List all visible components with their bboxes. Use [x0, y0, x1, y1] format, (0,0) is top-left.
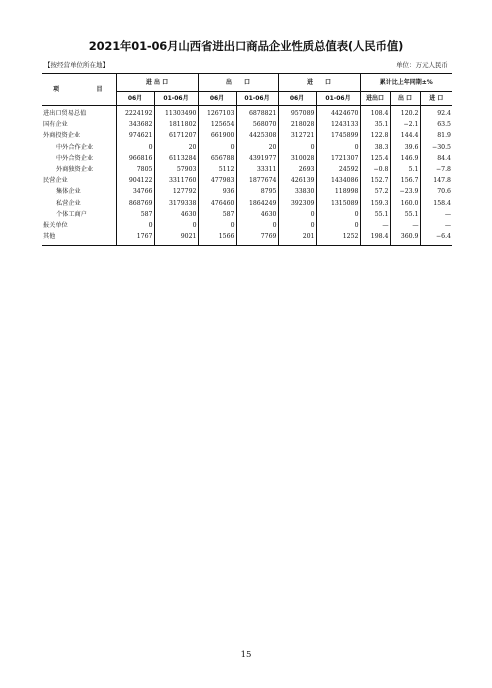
- table-cell: −30.5: [420, 142, 452, 153]
- table-cell: 118998: [316, 186, 360, 197]
- table-cell: 5112: [198, 164, 236, 175]
- table-cell: 4630: [236, 209, 278, 220]
- table-cell: —: [360, 220, 390, 231]
- table-cell: 156.7: [390, 175, 420, 186]
- subcol-header: 出 口: [390, 92, 420, 106]
- table-cell: 477983: [198, 175, 236, 186]
- table-cell: 904122: [116, 175, 154, 186]
- table-row: [42, 198, 452, 209]
- subcol-header: 01-06月: [154, 92, 198, 106]
- table-cell: 81.9: [420, 130, 452, 141]
- table-cell: 147.8: [420, 175, 452, 186]
- table-row: [42, 209, 452, 220]
- row-label: 其他: [42, 231, 116, 246]
- row-label: 进出口贸易总值: [43, 110, 87, 118]
- table-cell: 0: [198, 142, 236, 153]
- table-cell: 4391977: [236, 153, 278, 164]
- table-cell: 1267103: [198, 106, 236, 120]
- table-cell: 0: [278, 220, 316, 231]
- table-cell: 57.2: [360, 186, 390, 197]
- table-cell: 7769: [236, 231, 278, 246]
- table-cell: 9021: [154, 231, 198, 246]
- table-cell: 3311760: [154, 175, 198, 186]
- page-number: 15: [240, 650, 252, 660]
- table-cell: 476460: [198, 198, 236, 209]
- table-cell: 966816: [116, 153, 154, 164]
- table-cell: 392309: [278, 198, 316, 209]
- table-cell: 1566: [198, 231, 236, 246]
- subcol-header: 06月: [116, 92, 154, 106]
- table-cell: 92.4: [420, 106, 452, 120]
- table-cell: 2693: [278, 164, 316, 175]
- table-cell: 24592: [316, 164, 360, 175]
- table-cell: 343682: [116, 119, 154, 130]
- table-cell: 70.6: [420, 186, 452, 197]
- table-cell: 6113284: [154, 153, 198, 164]
- table-cell: 0: [198, 220, 236, 231]
- table-cell: 0: [316, 209, 360, 220]
- table-cell: 2224192: [116, 106, 154, 120]
- table-cell: 144.4: [390, 130, 420, 141]
- row-label: 中外合资企业: [56, 154, 94, 162]
- table-cell: −0.8: [360, 164, 390, 175]
- trade-value-table: [42, 73, 452, 246]
- table-cell: 0: [316, 220, 360, 231]
- table-cell: 656788: [198, 153, 236, 164]
- table-row: [42, 130, 452, 141]
- row-label: 报关单位: [43, 221, 68, 229]
- table-cell: 4630: [154, 209, 198, 220]
- row-label: 中外合作企业: [56, 143, 94, 151]
- table-cell: 35.1: [360, 119, 390, 130]
- row-label: 个体工商户: [56, 210, 87, 218]
- table-cell: —: [390, 220, 420, 231]
- table-body: [42, 106, 452, 246]
- table-cell: 198.4: [360, 231, 390, 246]
- group-header-total: 进 出 口: [116, 74, 198, 92]
- table-cell: 0: [154, 220, 198, 231]
- table-cell: 312721: [278, 130, 316, 141]
- item-column-header: [42, 74, 116, 106]
- table-cell: 0: [278, 142, 316, 153]
- table-cell: 3179338: [154, 198, 198, 209]
- table-cell: 5.1: [390, 164, 420, 175]
- table-row: [42, 164, 452, 175]
- table-cell: 34766: [116, 186, 154, 197]
- page-title: 2021年01-06月山西省进出口商品企业性质总值表(人民币值): [88, 39, 404, 53]
- table-cell: 1252: [316, 231, 360, 246]
- table-cell: 8795: [236, 186, 278, 197]
- table-row: [42, 153, 452, 164]
- item-header-char-1: 项: [53, 86, 62, 93]
- table-cell: 4424670: [316, 106, 360, 120]
- table-cell: 218028: [278, 119, 316, 130]
- table-cell: 661900: [198, 130, 236, 141]
- table-cell: 63.5: [420, 119, 452, 130]
- table-cell: 20: [154, 142, 198, 153]
- table-cell: 1243133: [316, 119, 360, 130]
- table-cell: 125.4: [360, 153, 390, 164]
- table-cell: 587: [116, 209, 154, 220]
- table-cell: 57903: [154, 164, 198, 175]
- table-cell: 160.0: [390, 198, 420, 209]
- row-label: 外商投资企业: [43, 132, 81, 140]
- subcol-header: 进出口: [360, 92, 390, 106]
- table-cell: 201: [278, 231, 316, 246]
- table-cell: 957089: [278, 106, 316, 120]
- table-cell: 108.4: [360, 106, 390, 120]
- table-cell: 125654: [198, 119, 236, 130]
- table-cell: 1767: [116, 231, 154, 246]
- table-cell: −7.8: [420, 164, 452, 175]
- table-cell: 84.4: [420, 153, 452, 164]
- subcol-header: 06月: [278, 92, 316, 106]
- table-cell: −2.1: [390, 119, 420, 130]
- table-cell: 1877674: [236, 175, 278, 186]
- group-header-yoy-change: 累计比上年同期±%: [360, 74, 452, 92]
- table-cell: 0: [316, 142, 360, 153]
- table-cell: 1745899: [316, 130, 360, 141]
- table-cell: 11303490: [154, 106, 198, 120]
- table-cell: 1721307: [316, 153, 360, 164]
- table-cell: 1811802: [154, 119, 198, 130]
- table-cell: 360.9: [390, 231, 420, 246]
- table-cell: 6878821: [236, 106, 278, 120]
- table-cell: 33830: [278, 186, 316, 197]
- table-cell: 0: [116, 220, 154, 231]
- table-cell: 55.1: [360, 209, 390, 220]
- table-cell: 0: [236, 220, 278, 231]
- table-cell: 6171207: [154, 130, 198, 141]
- table-cell: 4425308: [236, 130, 278, 141]
- table-row: [42, 220, 452, 231]
- table-cell: 20: [236, 142, 278, 153]
- item-header-char-2: 目: [96, 86, 105, 93]
- table-cell: 974621: [116, 130, 154, 141]
- table-cell: 0: [278, 209, 316, 220]
- table-cell: 55.1: [390, 209, 420, 220]
- table-cell: 310028: [278, 153, 316, 164]
- table-cell: 159.3: [360, 198, 390, 209]
- table-row: [42, 175, 452, 186]
- table-cell: 127792: [154, 186, 198, 197]
- table-row: [42, 106, 452, 120]
- table-cell: 1315089: [316, 198, 360, 209]
- row-label: 外商独资企业: [56, 166, 94, 174]
- table-cell: —: [420, 220, 452, 231]
- table-cell: 1864249: [236, 198, 278, 209]
- table-cell: 39.6: [390, 142, 420, 153]
- subcol-header: 01-06月: [236, 92, 278, 106]
- table-cell: 38.3: [360, 142, 390, 153]
- table-row: [42, 186, 452, 197]
- subcol-header: 进 口: [420, 92, 452, 106]
- table-cell: 152.7: [360, 175, 390, 186]
- table-cell: −23.9: [390, 186, 420, 197]
- subcol-header: 06月: [198, 92, 236, 106]
- group-header-import: 进 口: [278, 74, 360, 92]
- table-cell: 1434086: [316, 175, 360, 186]
- table-row: [42, 231, 452, 246]
- table-cell: 568070: [236, 119, 278, 130]
- table-cell: —: [420, 209, 452, 220]
- table-cell: 158.4: [420, 198, 452, 209]
- table-cell: 426139: [278, 175, 316, 186]
- table-cell: 0: [116, 142, 154, 153]
- row-label: 私营企业: [56, 199, 81, 207]
- table-row: [42, 142, 452, 153]
- table-cell: 146.9: [390, 153, 420, 164]
- table-cell: 122.8: [360, 130, 390, 141]
- row-label: 国有企业: [43, 121, 68, 129]
- table-cell: 868769: [116, 198, 154, 209]
- table-cell: −6.4: [420, 231, 452, 246]
- table-cell: 7805: [116, 164, 154, 175]
- table-cell: 587: [198, 209, 236, 220]
- subcol-header: 01-06月: [316, 92, 360, 106]
- table-row: [42, 119, 452, 130]
- table-cell: 33311: [236, 164, 278, 175]
- table-cell: 936: [198, 186, 236, 197]
- table-cell: 120.2: [390, 106, 420, 120]
- header-row-groups: [42, 74, 452, 92]
- group-header-export: 出 口: [198, 74, 278, 92]
- unit-note: 单位：万元人民币: [396, 61, 448, 69]
- row-label: 民营企业: [43, 177, 68, 185]
- note-by-operator-location: 【按经营单位所在地】: [44, 61, 109, 69]
- row-label: 集体企业: [56, 188, 81, 196]
